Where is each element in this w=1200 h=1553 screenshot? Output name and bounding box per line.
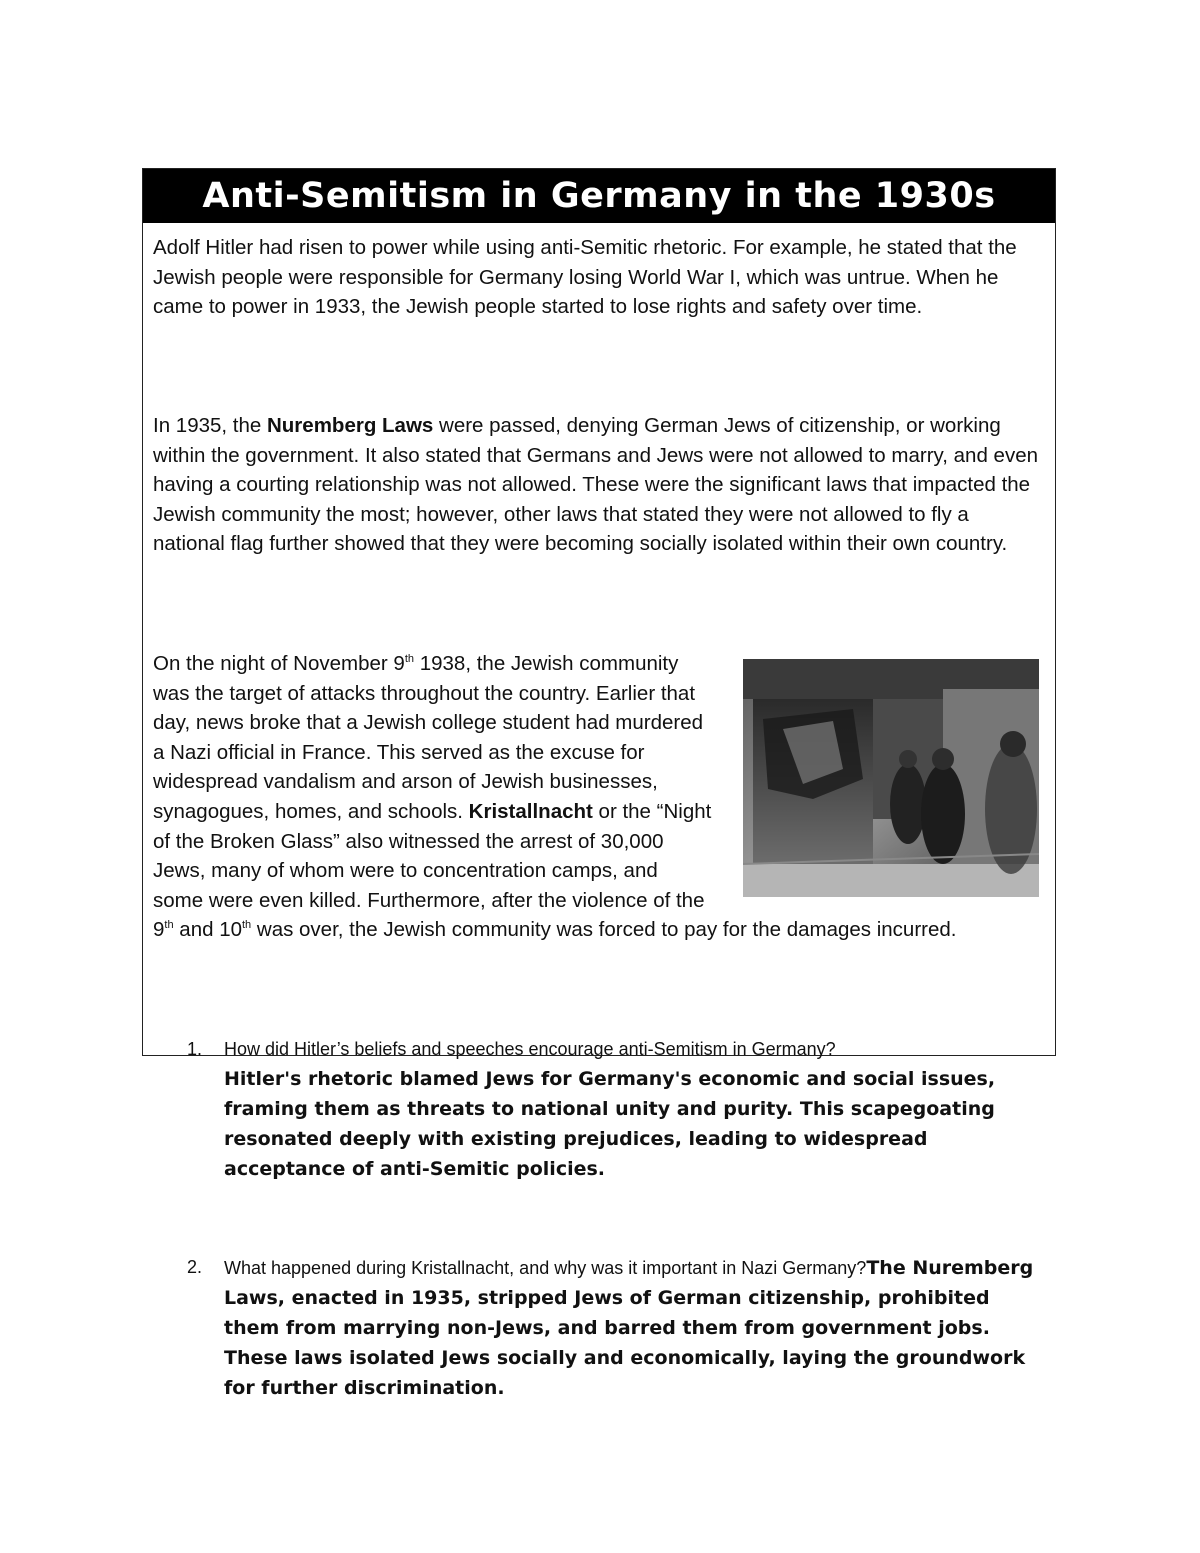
worksheet-title: Anti-Semitism in Germany in the 1930s [143,169,1055,223]
question-number: 1. [187,1039,203,1059]
worksheet-box [142,168,1056,1399]
kristallnacht-text-5: was over, the Jewish community was forced to pay for the damages incurred. [251,918,957,942]
ordinal-suffix: th [164,919,174,932]
question-number: 2. [187,1257,203,1277]
ordinal-suffix: th [404,653,415,665]
answer-text: The Nuremberg Laws, enacted in 1935, stripped Jews of German citizenship, prohibited them from marrying non-Jews, and barred them from government jobs. These laws isolated Jews socially and economically, laying the groundwork for further discrimination. [224,1257,1034,1399]
intro-paragraph: Adolf Hitler had risen to power while using anti-Semitic rhetoric. For example, he stated that the Jewish people were responsible for Germany losing World War I, which was untrue. When he came to power in 1933, the Jewish people started to lose rights and safety over time. [153,236,1017,319]
kristallnacht-text-1: On the night of November 9 [153,652,405,675]
kristallnacht-term: Kristallnacht [468,799,593,823]
kristallnacht-text-3: or the “Night of the Broken Glass” also witnessed the arrest of 30,000 Jews, many of whom were to concentration camps, and some were even killed. Furthermore, after the violence of the 9 [153,799,712,942]
question-item-1 [187,1035,1035,1184]
kristallnacht-paragraph [153,649,1043,945]
nuremberg-laws-term: Nuremberg Laws [266,414,434,437]
answer-text: Hitler's rhetoric blamed Jews for Germany's economic and social issues, framing them as threats to national unity and purity. This scapegoating resonated deeply with existing prejudices, leading to widespread acceptance of anti-Semitic policies. [224,1068,996,1180]
nuremberg-text-post: were passed, denying German Jews of citizenship, or working within the government. It also stated that Germans and Jews were not allowed to marry, and even having a courting relationship was not allowed. These were the significant laws that impacted the Jewish community the most; however, other laws that stated they were not allowed to fly a national flag further showed that they were becoming socially isolated within their own country. [153,414,1038,556]
ordinal-suffix: th [242,919,252,932]
kristallnacht-text-4: and 10 [173,918,242,942]
nuremberg-text-pre: In 1935, the [153,414,267,437]
kristallnacht-photo [743,659,1039,897]
question-text: What happened during Kristallnacht, and why was it important in Nazi Germany? [224,1258,867,1278]
question-item-2 [187,1253,1035,1403]
question-text: How did Hitler’s beliefs and speeches encourage anti-Semitism in Germany? [224,1039,836,1059]
nuremberg-paragraph [153,411,1043,559]
kristallnacht-text-2: 1938, the Jewish community was the target of attacks throughout the country. Earlier that day, news broke that a Jewish college student had murdered a Nazi official in France. This served as the excuse for widespread vandalism and arson of Jewish businesses, synagogues, homes, and schools. [153,652,704,823]
